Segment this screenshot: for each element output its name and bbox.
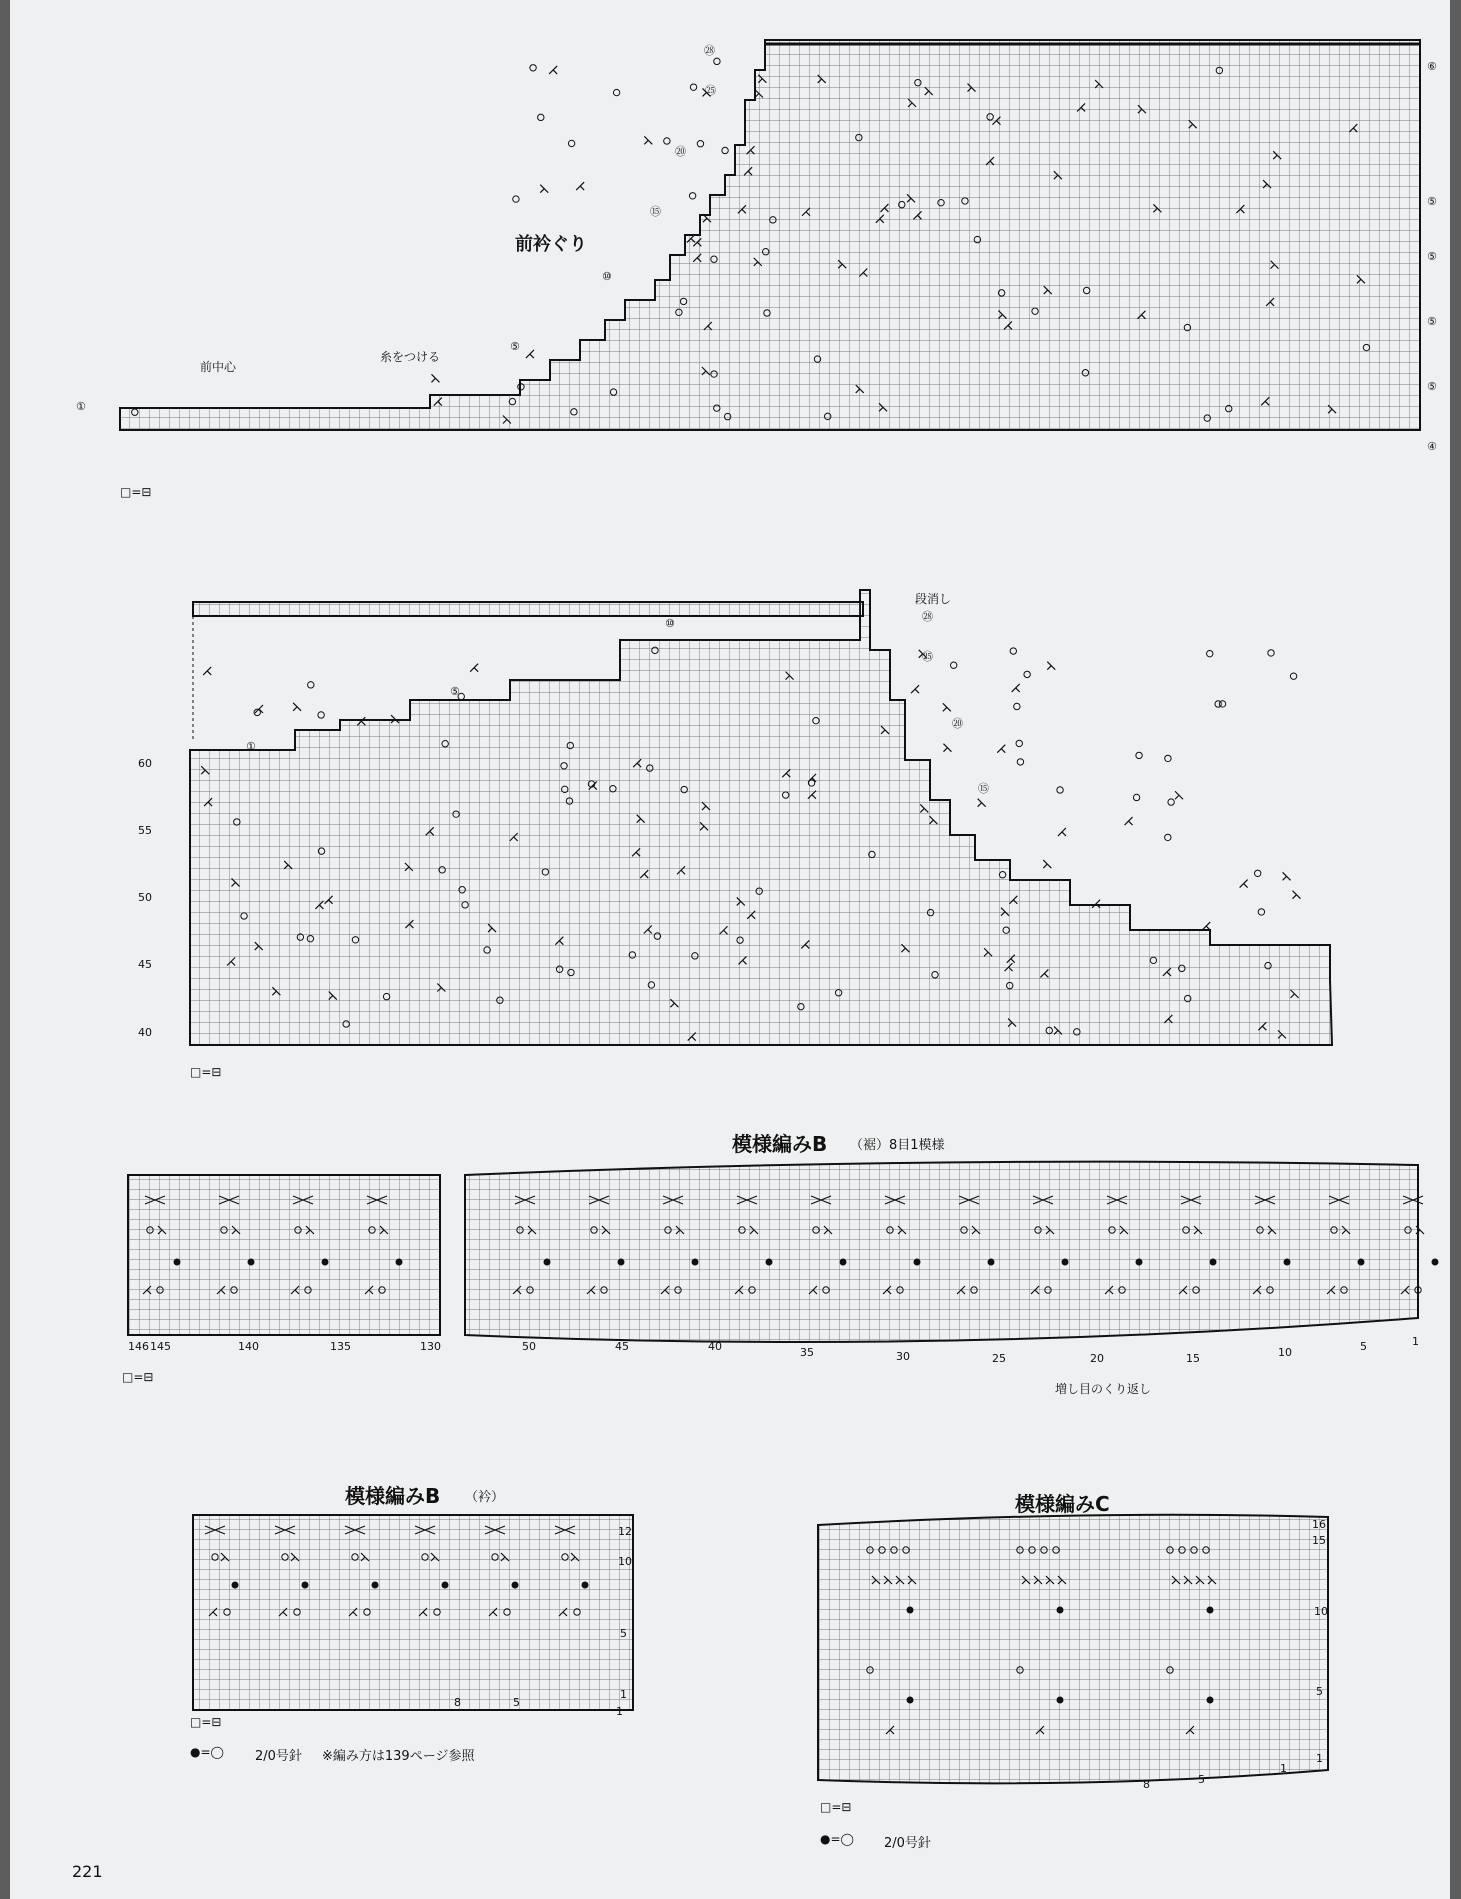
back-row-label-45: 45	[138, 958, 152, 971]
front-row-10: ⑩	[602, 270, 612, 283]
back-row-label-50: 50	[138, 891, 152, 904]
pattern-b-collar-title: 模様編みB	[345, 1484, 441, 1508]
pattern-b-hem-subtitle: （裾）8目1模様	[850, 1138, 945, 1153]
collar-bobble-legend: 2/0号針	[255, 1749, 302, 1764]
c-bobble-legend: 2/0号針	[884, 1836, 931, 1851]
front-row-20: ⑳	[675, 145, 686, 158]
hem-axis-15: 15	[1186, 1352, 1200, 1365]
front-side-marker-3: ⑤	[1427, 250, 1437, 263]
front-side-marker-6: ④	[1427, 440, 1437, 453]
front-side-marker-2: ⑤	[1427, 195, 1437, 208]
c-row-1: 1	[1316, 1752, 1323, 1765]
back-row-28: ㉘	[922, 610, 933, 623]
hem-axis-145: 145	[150, 1340, 171, 1353]
collar-stitch-8: 8	[454, 1696, 461, 1709]
pattern-page	[10, 0, 1450, 1899]
pattern-b-collar-chart	[193, 1515, 633, 1710]
front-side-marker-4: ⑤	[1427, 315, 1437, 328]
back-row-label-40: 40	[138, 1026, 152, 1039]
front-neck-chart	[120, 40, 1420, 430]
pattern-b-hem-title: 模様編みB	[732, 1132, 828, 1156]
back-row-20: ⑳	[952, 717, 963, 730]
front-row-5: ⑤	[510, 340, 520, 353]
front-legend: □=⊟	[120, 485, 152, 499]
page-number: 221	[72, 1862, 103, 1881]
c-stitch-8: 8	[1143, 1778, 1150, 1791]
hem-axis-25: 25	[992, 1352, 1006, 1365]
front-row-1: ①	[76, 400, 86, 413]
hem-axis-20: 20	[1090, 1352, 1104, 1365]
front-neck-title: 前衿ぐり	[515, 234, 587, 255]
bobble-symbol: ●=◯	[190, 1745, 224, 1759]
collar-row-5: 5	[620, 1627, 627, 1640]
c-row-16: 16	[1312, 1518, 1326, 1531]
front-center-label: 前中心	[200, 360, 237, 374]
hem-legend: □=⊟	[122, 1370, 154, 1384]
c-row-5: 5	[1316, 1685, 1323, 1698]
front-side-marker-1: ⑥	[1427, 60, 1437, 73]
hem-axis-35: 35	[800, 1346, 814, 1359]
bind-off-label: 段消し	[915, 592, 952, 606]
hem-axis-1: 1	[1412, 1335, 1419, 1348]
hem-axis-40: 40	[708, 1340, 722, 1353]
front-row-25: ㉕	[705, 84, 716, 97]
back-legend: □=⊟	[190, 1065, 222, 1079]
front-side-marker-5: ⑤	[1427, 380, 1437, 393]
front-row-28: ㉘	[704, 44, 715, 57]
hem-axis-135: 135	[330, 1340, 351, 1353]
c-row-15: 15	[1312, 1534, 1326, 1547]
collar-row-10: 10	[618, 1555, 632, 1568]
hem-axis-50: 50	[522, 1340, 536, 1353]
hem-axis-5: 5	[1360, 1340, 1367, 1353]
c-bobble-symbol: ●=◯	[820, 1832, 854, 1846]
front-row-15: ⑮	[650, 205, 661, 218]
c-stitch-5: 5	[1198, 1773, 1205, 1786]
c-stitch-1: 1	[1280, 1762, 1287, 1775]
pattern-b-hem-chart	[128, 1162, 1418, 1342]
collar-stitch-5: 5	[513, 1696, 520, 1709]
hem-axis-140: 140	[238, 1340, 259, 1353]
hem-axis-45: 45	[615, 1340, 629, 1353]
back-row-label-60: 60	[138, 757, 152, 770]
back-row-1: ①	[246, 740, 256, 753]
hem-axis-30: 30	[896, 1350, 910, 1363]
pattern-c-chart	[818, 1515, 1328, 1784]
collar-note: ※編み方は139ページ参照	[322, 1749, 475, 1764]
back-row-5: ⑤	[450, 685, 460, 698]
hem-axis-10: 10	[1278, 1346, 1292, 1359]
chart-grids	[10, 0, 1450, 1899]
collar-row-1: 1	[620, 1688, 627, 1701]
collar-row-12: 12	[618, 1525, 632, 1538]
hem-axis-130: 130	[420, 1340, 441, 1353]
back-row-25: ㉕	[922, 650, 933, 663]
hem-axis-146: 146	[128, 1340, 149, 1353]
collar-legend: □=⊟	[190, 1715, 222, 1729]
back-row-label-55: 55	[138, 824, 152, 837]
back-neck-chart	[190, 590, 1332, 1045]
back-row-15: ⑮	[978, 782, 989, 795]
pattern-c-title: 模様編みC	[1015, 1492, 1110, 1516]
c-legend: □=⊟	[820, 1800, 852, 1814]
pattern-b-collar-subtitle: （衿）	[465, 1490, 505, 1505]
collar-stitch-1: 1	[616, 1705, 623, 1718]
c-row-10: 10	[1314, 1605, 1328, 1618]
repeat-label: 増し目のくり返し	[1055, 1382, 1152, 1396]
back-row-10: ⑩	[665, 617, 675, 630]
attach-yarn-label: 糸をつける	[380, 350, 441, 364]
